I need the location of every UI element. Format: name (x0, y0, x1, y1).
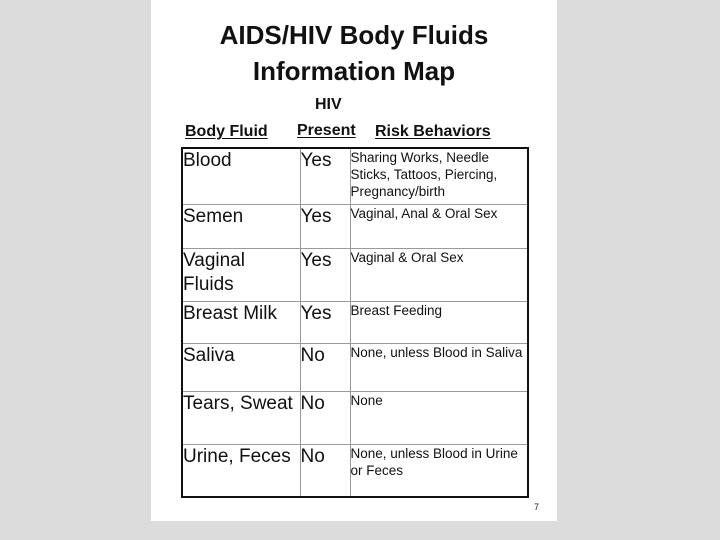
hiv-present-cell: Yes (300, 148, 350, 204)
header-body-fluid: Body Fluid (185, 123, 268, 140)
page-number: 7 (534, 502, 540, 512)
fluid-cell: Vaginal Fluids (182, 248, 300, 301)
page-title: AIDS/HIV Body Fluids (219, 20, 489, 50)
header-hiv: HIV (315, 96, 342, 113)
header-risk-behaviors: Risk Behaviors (375, 123, 491, 140)
hiv-present-cell: No (300, 343, 350, 391)
fluid-cell: Tears, Sweat (182, 391, 300, 444)
table-row (182, 301, 528, 343)
hiv-present-cell: No (300, 444, 350, 497)
table-row (182, 148, 528, 204)
table-row (182, 444, 528, 497)
page-subtitle: Information Map (252, 56, 456, 86)
hiv-present-cell: Yes (300, 301, 350, 343)
hiv-present-cell: Yes (300, 248, 350, 301)
fluids-table (181, 147, 529, 498)
fluid-cell: Semen (182, 204, 300, 248)
risk-cell: None (350, 391, 528, 444)
risk-cell: Vaginal & Oral Sex (350, 248, 528, 301)
table-row (182, 248, 528, 301)
fluid-cell: Breast Milk (182, 301, 300, 343)
hiv-present-cell: No (300, 391, 350, 444)
hiv-present-cell: Yes (300, 204, 350, 248)
header-present: Present (297, 122, 356, 139)
table-row (182, 204, 528, 248)
fluid-cell: Urine, Feces (182, 444, 300, 497)
risk-cell: Breast Feeding (350, 301, 528, 343)
table-row (182, 343, 528, 391)
risk-cell: Vaginal, Anal & Oral Sex (350, 204, 528, 248)
fluid-cell: Saliva (182, 343, 300, 391)
table-row (182, 391, 528, 444)
risk-cell: Sharing Works, Needle Sticks, Tattoos, Piercing, Pregnancy/birth (350, 148, 528, 204)
document-page (151, 0, 557, 521)
risk-cell: None, unless Blood in Urine or Feces (350, 444, 528, 497)
fluid-cell: Blood (182, 148, 300, 204)
risk-cell: None, unless Blood in Saliva (350, 343, 528, 391)
